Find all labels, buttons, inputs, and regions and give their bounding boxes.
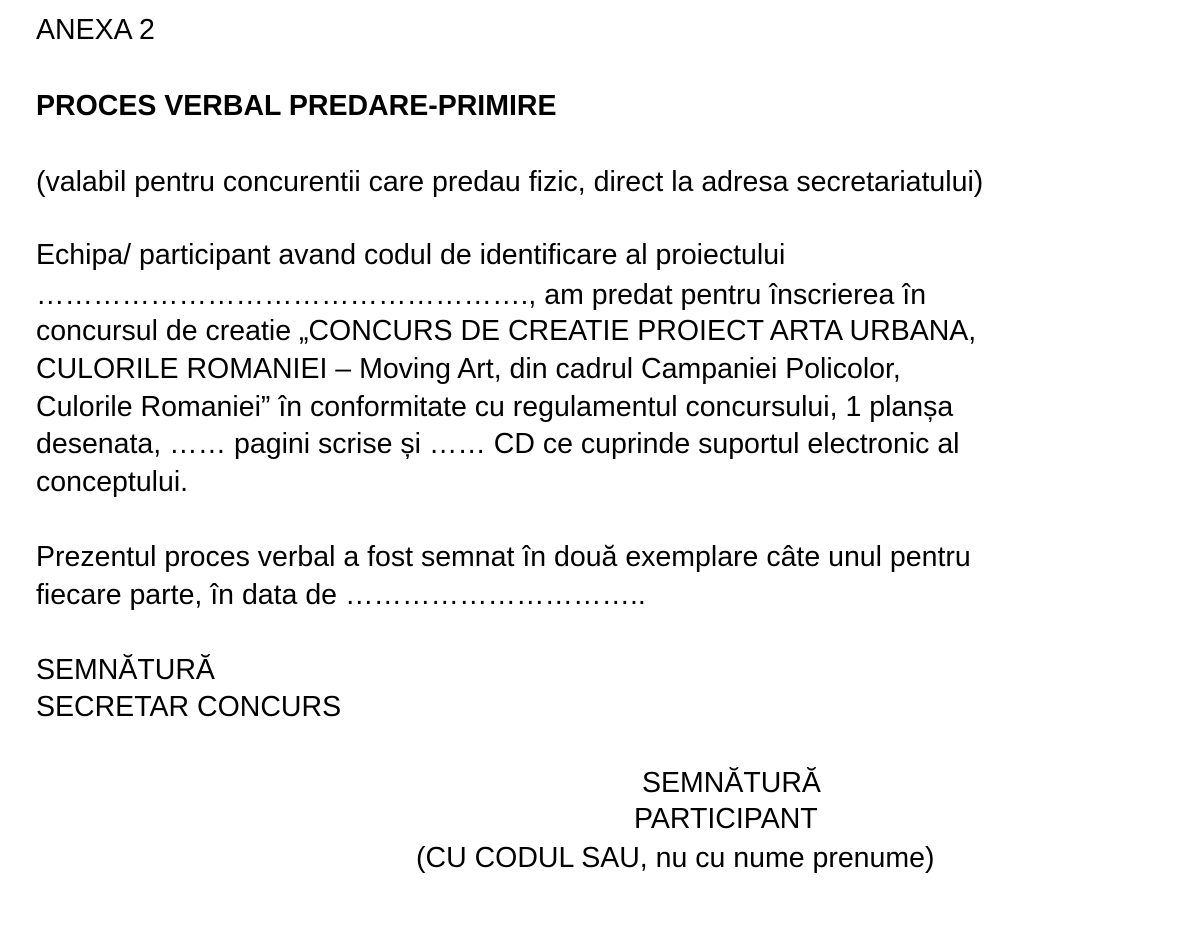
- paragraph-line: Prezentul proces verbal a fost semnat în două exemplare câte unul pentru: [36, 541, 971, 573]
- paragraph-line: CULORILE ROMANIEI – Moving Art, din cadrul Campaniei Policolor,: [36, 353, 901, 385]
- participant-role: PARTICIPANT: [634, 803, 818, 835]
- paragraph-line: conceptului.: [36, 466, 189, 498]
- participant-note: (CU CODUL SAU, nu cu nume prenume): [416, 842, 935, 874]
- document-title: PROCES VERBAL PREDARE-PRIMIRE: [36, 90, 557, 122]
- paragraph-line: Culorile Romaniei” în conformitate cu regulamentul concursului, 1 planșa: [36, 391, 954, 423]
- annex-label: ANEXA 2: [36, 14, 155, 46]
- participant-signature-label: SEMNĂTURĂ: [642, 767, 821, 799]
- paragraph-line: fiecare parte, în data de …………………………..: [36, 579, 646, 611]
- document-subtitle: (valabil pentru concurentii care predau fizic, direct la adresa secretariatului): [36, 166, 984, 198]
- paragraph-line: Echipa/ participant avand codul de identificare al proiectului: [36, 239, 786, 271]
- secretary-signature-label: SEMNĂTURĂ: [36, 654, 215, 686]
- paragraph-line: ……………………………………………., am predat pentru înscrierea în: [36, 279, 927, 311]
- paragraph-line: desenata, …… pagini scrise și …… CD ce cuprinde suportul electronic al: [36, 428, 960, 460]
- secretary-role: SECRETAR CONCURS: [36, 691, 342, 723]
- paragraph-line: concursul de creatie „CONCURS DE CREATIE PROIECT ARTA URBANA,: [36, 315, 977, 347]
